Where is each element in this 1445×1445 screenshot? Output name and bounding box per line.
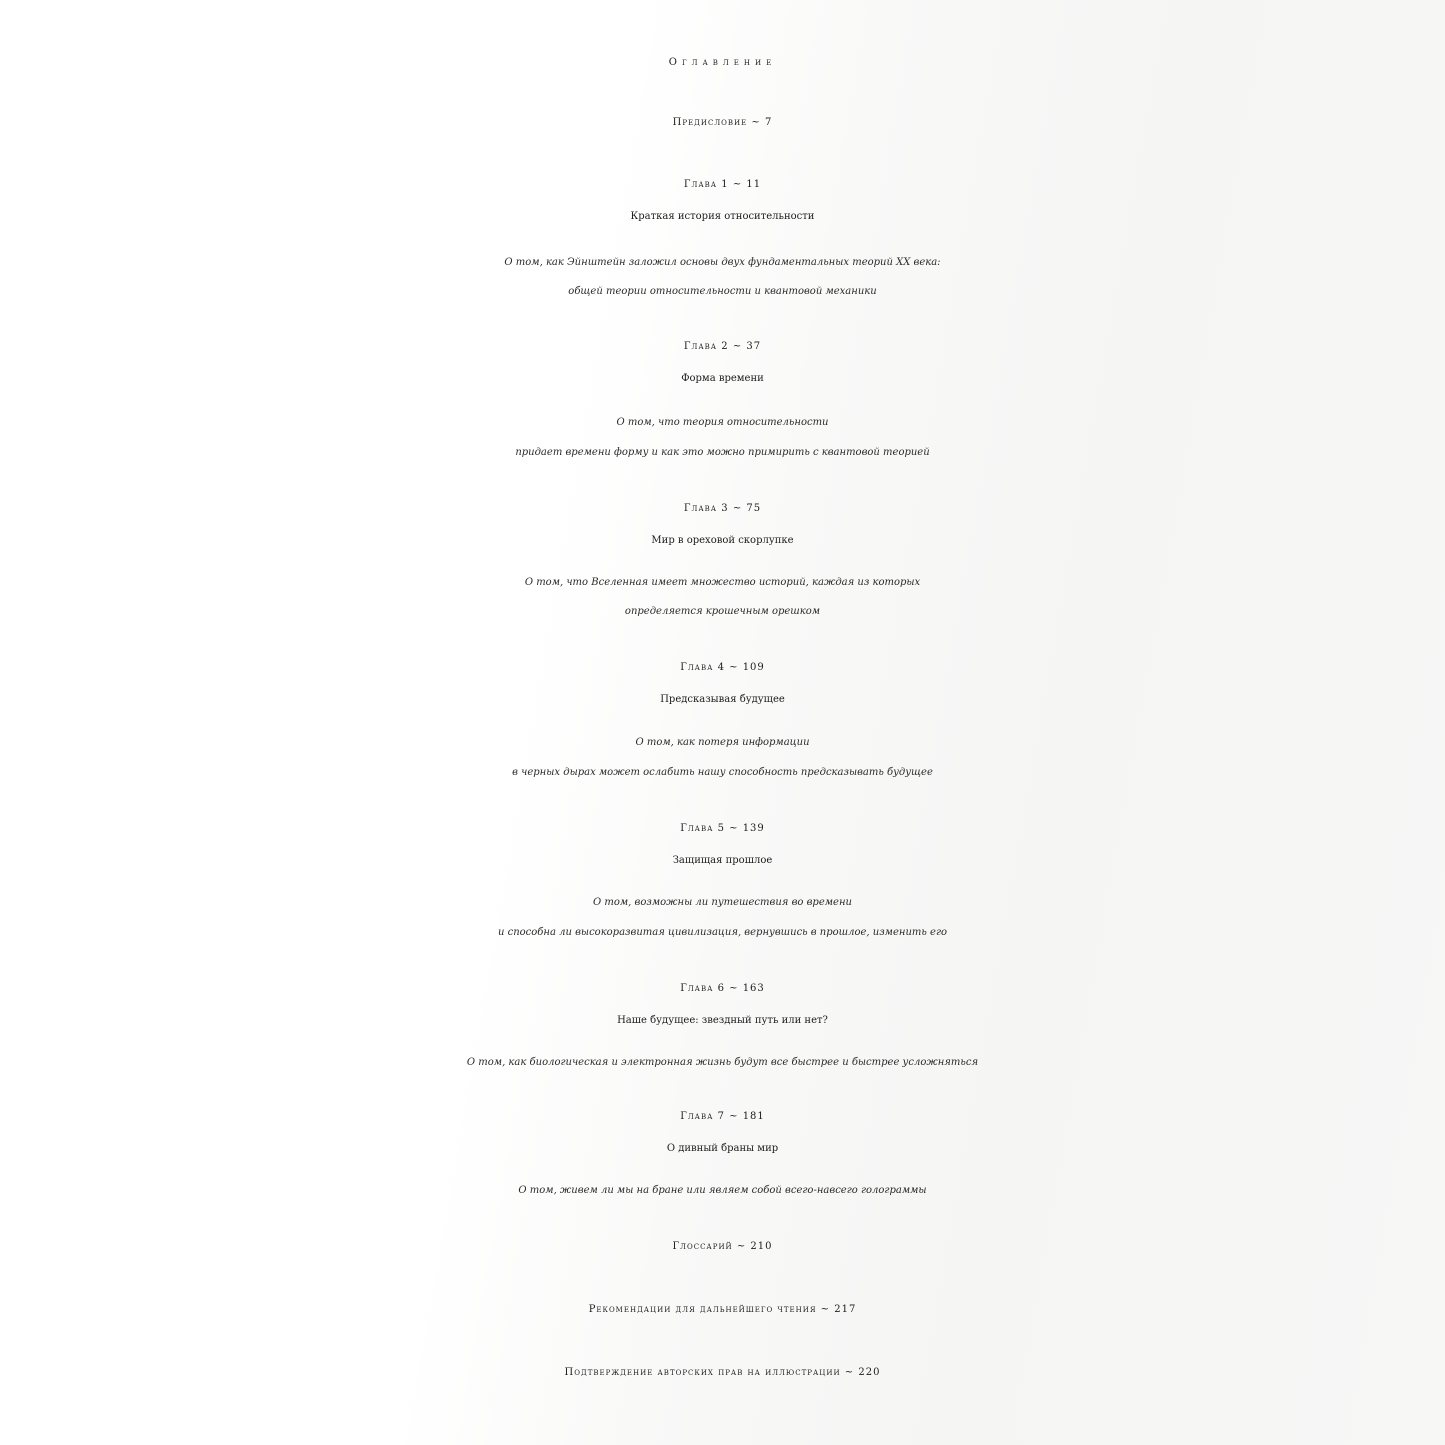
chapter-3-description-line-2: определяется крошечным орешком [624,606,821,617]
chapter-4-heading: Глава 4 ~ 109 [680,662,765,673]
chapter-4-description-line-2: в черных дырах может ослабить нашу способность предсказывать будущее [512,767,933,778]
chapter-5-heading: Глава 5 ~ 139 [680,823,765,834]
toc-entry-further-reading: Рекомендации для дальнейшего чтения ~ 217 [588,1304,857,1315]
chapter-4-description-line-1: О том, как потеря информации [635,737,810,748]
chapter-7-description-line-1: О том, живем ли мы на бране или являем собой всего-навсего голограммы [518,1185,927,1196]
chapter-3-description-line-1: О том, что Вселенная имеет множество историй, каждая из которых [524,577,921,588]
chapter-1-title: Краткая история относительности [630,211,815,222]
chapter-5-title: Защищая прошлое [672,855,773,866]
chapter-1-description-line-2: общей теории относительности и квантовой механики [568,286,877,297]
chapter-5-description-line-1: О том, возможны ли путешествия во времени [593,897,852,908]
chapter-3-title: Мир в ореховой скорлупке [651,535,794,546]
chapter-2-description-line-1: О том, что теория относительности [616,417,829,428]
chapter-2-heading: Глава 2 ~ 37 [683,341,762,352]
page-title: Оглавление [668,57,777,68]
chapter-5-description-line-2: и способна ли высокоразвитая цивилизация, вернувшись в прошлое, изменить его [497,927,948,938]
chapter-3-heading: Глава 3 ~ 75 [683,503,762,514]
chapter-2-description-line-2: придает времени форму и как это можно примирить с квантовой теорией [515,447,930,458]
toc-entry-illustration-credits: Подтверждение авторских прав на иллюстрации ~ 220 [564,1367,881,1378]
toc-entry-glossary: Глоссарий ~ 210 [672,1241,773,1252]
chapter-6-heading: Глава 6 ~ 163 [680,983,765,994]
chapter-7-title: О дивный браны мир [666,1143,779,1154]
chapter-1-description-line-1: О том, как Эйнштейн заложил основы двух фундаментальных теорий XX века: [504,257,941,268]
chapter-6-title: Наше будущее: звездный путь или нет? [617,1015,828,1026]
chapter-7-heading: Глава 7 ~ 181 [680,1111,765,1122]
chapter-1-heading: Глава 1 ~ 11 [683,179,762,190]
toc-entry-preface: Предисловие ~ 7 [672,117,773,128]
chapter-4-title: Предсказывая будущее [660,694,785,705]
chapter-6-description-line-1: О том, как биологическая и электронная жизнь будут все быстрее и быстрее усложняться [466,1057,979,1068]
chapter-2-title: Форма времени [681,373,764,384]
